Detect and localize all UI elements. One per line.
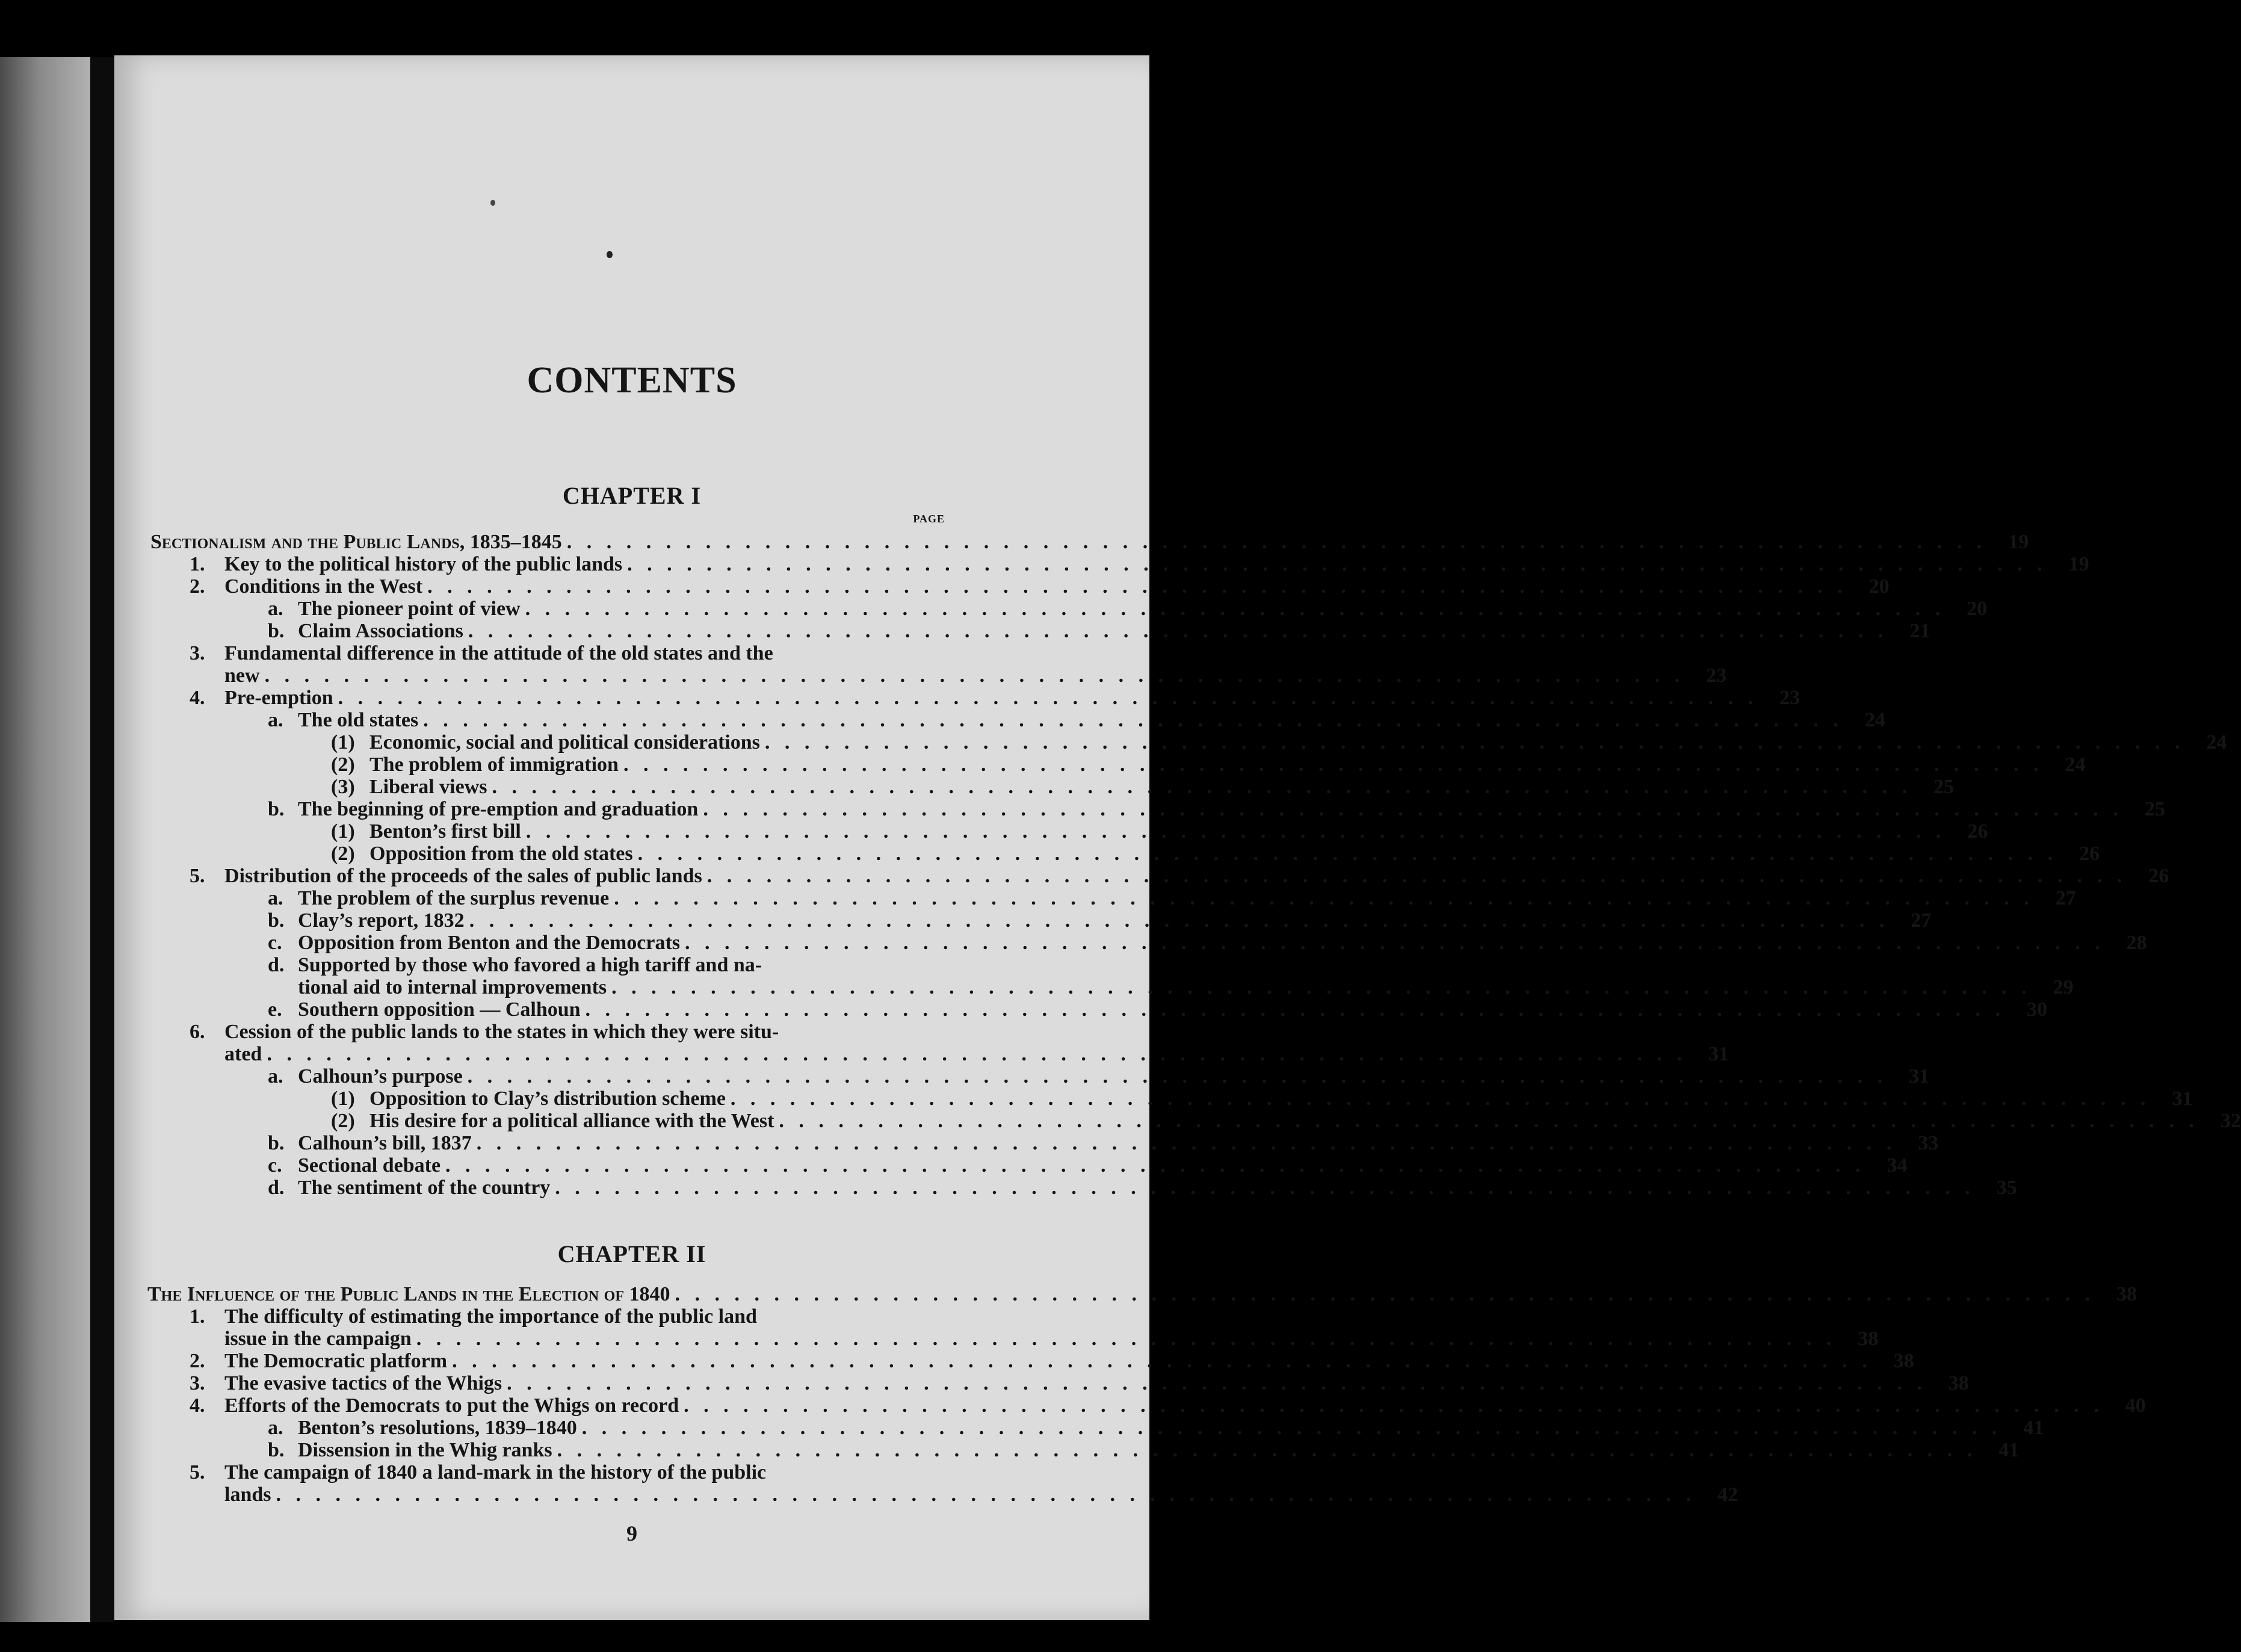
toc-entry-title: Conditions in the West — [224, 575, 423, 598]
toc-entry — [153, 1087, 2193, 1110]
toc-entry-page: 41 — [2023, 1417, 2044, 1439]
dot-leader — [619, 753, 2044, 776]
toc-entry-page: 23 — [1706, 664, 1727, 687]
toc-entry-page: 26 — [1967, 820, 1988, 843]
toc-entry-page: 30 — [2027, 998, 2048, 1021]
toc-entry-page: 24 — [2206, 731, 2227, 753]
toc-entry-title: Pre-emption — [224, 687, 333, 709]
toc-entry-title: The Democratic platform — [224, 1350, 448, 1372]
toc-entry-title: Calhoun’s purpose — [298, 1065, 463, 1087]
toc-entry-title: The pioneer point of view — [298, 598, 521, 620]
toc-entry — [153, 887, 2076, 909]
toc-entry-number: 5. — [190, 865, 205, 887]
dot-leader — [271, 1483, 1696, 1506]
toc-entry — [153, 575, 1890, 598]
toc-entry-title: The problem of immigration — [369, 753, 619, 776]
toc-entry-page: 19 — [2008, 531, 2029, 553]
toc-entry — [153, 1350, 1914, 1372]
toc-entry-number: d. — [268, 954, 285, 976]
toc-entry-page: 29 — [2053, 976, 2074, 998]
toc-entry-number: 4. — [190, 1394, 205, 1417]
dot-leader — [581, 998, 2006, 1021]
toc-entry — [153, 1021, 981, 1043]
toc-entry-number: c. — [268, 1154, 282, 1177]
toc-entry — [153, 1461, 981, 1483]
toc-entry-page: 38 — [1893, 1350, 1914, 1372]
dot-leader — [609, 887, 2034, 909]
toc-entry-page: 26 — [2148, 865, 2169, 887]
toc-entry-page: 25 — [1933, 776, 1954, 798]
toc-entry — [153, 620, 1930, 642]
toc-entry-page: 31 — [1708, 1043, 1729, 1065]
toc-entry-number: 4. — [190, 687, 205, 709]
dot-leader — [550, 1177, 1975, 1199]
toc-entry-title: new — [224, 664, 260, 687]
toc-entry — [153, 820, 1988, 843]
toc-entry-title: Distribution of the proceeds of the sales of public lands — [224, 865, 702, 887]
page-column-label: PAGE — [913, 513, 945, 525]
dot-leader — [552, 1439, 1977, 1461]
toc-entry-number: c. — [268, 932, 282, 954]
toc-entry-title: The sentiment of the country — [298, 1177, 551, 1199]
dot-leader — [607, 976, 2032, 998]
toc-entry-page: 27 — [2055, 887, 2076, 909]
toc-entry — [153, 1177, 2017, 1199]
toc-entry-title: Opposition from the old states — [369, 843, 633, 865]
toc-entry-page: 38 — [1948, 1372, 1969, 1394]
toc-entry-title: The beginning of pre-emption and graduation — [298, 798, 699, 820]
toc-entry-page: 25 — [2144, 798, 2165, 820]
toc-entry — [153, 598, 1988, 620]
toc-entry-title: Sectionalism and the Public Lands, 1835–1845 — [150, 531, 562, 553]
dot-leader — [262, 1043, 1687, 1065]
toc-entry — [153, 1417, 2044, 1439]
toc-entry-page: 31 — [2172, 1087, 2193, 1110]
toc-entry-title: Benton’s resolutions, 1839–1840 — [298, 1417, 577, 1439]
toc-entry-title: Dissension in the Whig ranks — [298, 1439, 552, 1461]
toc-entry — [153, 1439, 2020, 1461]
toc-entry-number: a. — [268, 598, 283, 620]
toc-entry-number: e. — [268, 998, 282, 1021]
toc-entry-page: 40 — [2125, 1394, 2146, 1417]
toc-entry — [153, 1394, 2146, 1417]
toc-entry-number: a. — [268, 1065, 283, 1087]
toc-entry-title: The old states — [298, 709, 419, 731]
toc-entry-number: b. — [268, 798, 285, 820]
toc-entry-title: Supported by those who favored a high tariff and na- — [298, 954, 762, 976]
toc-entry-number: 3. — [190, 1372, 205, 1394]
toc-entry — [147, 1283, 2137, 1305]
toc-entry-page: 38 — [2116, 1283, 2137, 1305]
toc-entry-number: a. — [268, 709, 283, 731]
dot-leader — [622, 553, 2047, 575]
toc-entry-title: The Influence of the Public Lands in the Election of 1840 — [147, 1283, 670, 1305]
dot-leader — [774, 1110, 2199, 1132]
toc-entry-number: (2) — [331, 753, 355, 776]
toc-entry-number: 1. — [190, 553, 205, 575]
toc-entry — [153, 664, 1727, 687]
paper-speck — [607, 251, 613, 258]
dot-leader — [333, 687, 1758, 709]
toc-entry — [153, 1328, 1879, 1350]
toc-entry-page: 33 — [1918, 1132, 1939, 1154]
dot-leader — [726, 1087, 2151, 1110]
toc-entry — [150, 531, 2029, 553]
toc-entry-title: Opposition to Clay’s distribution scheme — [369, 1087, 726, 1110]
toc-entry — [153, 865, 2169, 887]
toc-entry-title: Efforts of the Democrats to put the Whigs on record — [224, 1394, 679, 1417]
toc-entry-title: lands — [224, 1483, 271, 1506]
toc-entry-number: (1) — [331, 1087, 355, 1110]
toc-entry-title: His desire for a political alliance with the West — [369, 1110, 774, 1132]
toc-entry-number: d. — [268, 1177, 285, 1199]
toc-entry-title: Liberal views — [369, 776, 487, 798]
dot-leader — [502, 1372, 1927, 1394]
paper-speck — [490, 200, 495, 206]
toc-entry-number: (1) — [331, 731, 355, 753]
toc-entry-page: 19 — [2068, 553, 2089, 575]
toc-entry — [153, 798, 2165, 820]
toc-entry-number: 2. — [190, 1350, 205, 1372]
chapter-1-entries — [150, 531, 2241, 1199]
toc-entry-number: a. — [268, 887, 283, 909]
toc-entry — [153, 998, 2048, 1021]
toc-entry-number: 3. — [190, 642, 205, 664]
dot-leader — [440, 1154, 1865, 1177]
toc-entry-page: 42 — [1717, 1483, 1738, 1506]
toc-entry — [153, 731, 2227, 753]
toc-entry-page: 38 — [1858, 1328, 1879, 1350]
toc-entry-page: 35 — [1996, 1177, 2017, 1199]
dot-leader — [633, 843, 2058, 865]
page-title: CONTENTS — [527, 360, 737, 401]
toc-entry — [153, 976, 2074, 998]
chapter-1-heading: CHAPTER I — [562, 482, 702, 509]
toc-entry — [153, 1132, 1939, 1154]
toc-entry — [153, 1065, 1930, 1087]
toc-entry-page: 34 — [1887, 1154, 1908, 1177]
toc-entry-number: (2) — [331, 843, 355, 865]
toc-entry — [153, 709, 1885, 731]
toc-entry-title: Sectional debate — [298, 1154, 441, 1177]
toc-entry-title: Fundamental difference in the attitude of the old states and the — [224, 642, 773, 664]
dot-leader — [521, 598, 1946, 620]
dot-leader — [412, 1328, 1837, 1350]
toc-entry-number: b. — [268, 1439, 285, 1461]
toc-entry — [153, 753, 2086, 776]
chapter-2-entries — [147, 1283, 2146, 1506]
toc-entry-title: Cession of the public lands to the states in which they were situ- — [224, 1021, 779, 1043]
toc-entry-page: 26 — [2079, 843, 2100, 865]
page-number: 9 — [626, 1521, 637, 1545]
toc-entry — [153, 1110, 2241, 1132]
toc-entry — [153, 1305, 981, 1328]
toc-entry-title: The evasive tactics of the Whigs — [224, 1372, 502, 1394]
dot-leader — [465, 909, 1890, 932]
toc-entry — [153, 1372, 1969, 1394]
toc-entry — [153, 642, 981, 664]
toc-entry — [153, 954, 981, 976]
dot-leader — [577, 1417, 2002, 1439]
toc-entry — [153, 687, 1801, 709]
toc-entry-page: 20 — [1967, 598, 1988, 620]
dot-leader — [447, 1350, 1872, 1372]
toc-entry-title: Benton’s first bill — [369, 820, 521, 843]
dot-leader — [422, 575, 1847, 598]
dot-leader — [260, 664, 1685, 687]
toc-entry-page: 24 — [1864, 709, 1885, 731]
toc-entry — [153, 776, 1954, 798]
toc-entry-title: The difficulty of estimating the importance of the public land — [224, 1305, 757, 1328]
toc-entry-title: Claim Associations — [298, 620, 463, 642]
toc-entry-page: 20 — [1869, 575, 1890, 598]
toc-entry-page: 32 — [2220, 1110, 2241, 1132]
toc-entry-title: Economic, social and political considerations — [369, 731, 760, 753]
document-page — [114, 55, 2241, 1620]
facing-page-edge — [0, 57, 99, 1622]
dot-leader — [680, 932, 2105, 954]
toc-entry-number: b. — [268, 1132, 285, 1154]
toc-entry-number: 1. — [190, 1305, 205, 1328]
dot-leader — [702, 865, 2127, 887]
dot-leader — [679, 1394, 2104, 1417]
toc-entry-number: b. — [268, 909, 285, 932]
toc-entry-number: 5. — [190, 1461, 205, 1483]
toc-entry-number: 2. — [190, 575, 205, 598]
toc-entry — [153, 1043, 1729, 1065]
toc-entry-number: b. — [268, 620, 285, 642]
dot-leader — [698, 798, 2123, 820]
dot-leader — [463, 620, 1888, 642]
dot-leader — [463, 1065, 1888, 1087]
chapter-2-heading: CHAPTER II — [557, 1240, 706, 1267]
toc-entry-page: 24 — [2065, 753, 2086, 776]
toc-entry-number: (3) — [331, 776, 355, 798]
toc-entry-number: (2) — [331, 1110, 355, 1132]
toc-entry-title: Southern opposition — Calhoun — [298, 998, 581, 1021]
toc-entry-page: 28 — [2126, 932, 2147, 954]
toc-entry — [153, 1483, 1738, 1506]
dot-leader — [521, 820, 1946, 843]
dot-leader — [472, 1132, 1897, 1154]
toc-entry-title: Key to the political history of the public lands — [224, 553, 623, 575]
toc-entry — [153, 932, 2147, 954]
toc-entry-number: (1) — [331, 820, 355, 843]
toc-entry-number: a. — [268, 1417, 283, 1439]
dot-leader — [487, 776, 1912, 798]
toc-entry-page: 21 — [1909, 620, 1930, 642]
toc-entry-title: The problem of the surplus revenue — [298, 887, 610, 909]
toc-entry — [153, 909, 1932, 932]
toc-entry — [153, 843, 2100, 865]
toc-entry-title: tional aid to internal improvements — [298, 976, 607, 998]
dot-leader — [418, 709, 1843, 731]
toc-entry-title: ated — [224, 1043, 262, 1065]
toc-entry-number: 6. — [190, 1021, 205, 1043]
toc-entry-page: 23 — [1779, 687, 1801, 709]
dot-leader — [562, 531, 1987, 553]
toc-entry-title: The campaign of 1840 a land-mark in the history of the public — [224, 1461, 767, 1483]
toc-entry — [153, 553, 2089, 575]
toc-entry-page: 27 — [1911, 909, 1932, 932]
toc-entry-title: Clay’s report, 1832 — [298, 909, 465, 932]
dot-leader — [670, 1283, 2095, 1305]
toc-entry-title: Opposition from Benton and the Democrats — [298, 932, 680, 954]
book-gutter — [90, 57, 114, 1622]
dot-leader — [760, 731, 2185, 753]
toc-entry-title: Calhoun’s bill, 1837 — [298, 1132, 472, 1154]
toc-entry-page: 31 — [1909, 1065, 1930, 1087]
toc-entry-title: issue in the campaign — [224, 1328, 412, 1350]
toc-entry — [153, 1154, 1908, 1177]
toc-entry-page: 41 — [1998, 1439, 2020, 1461]
